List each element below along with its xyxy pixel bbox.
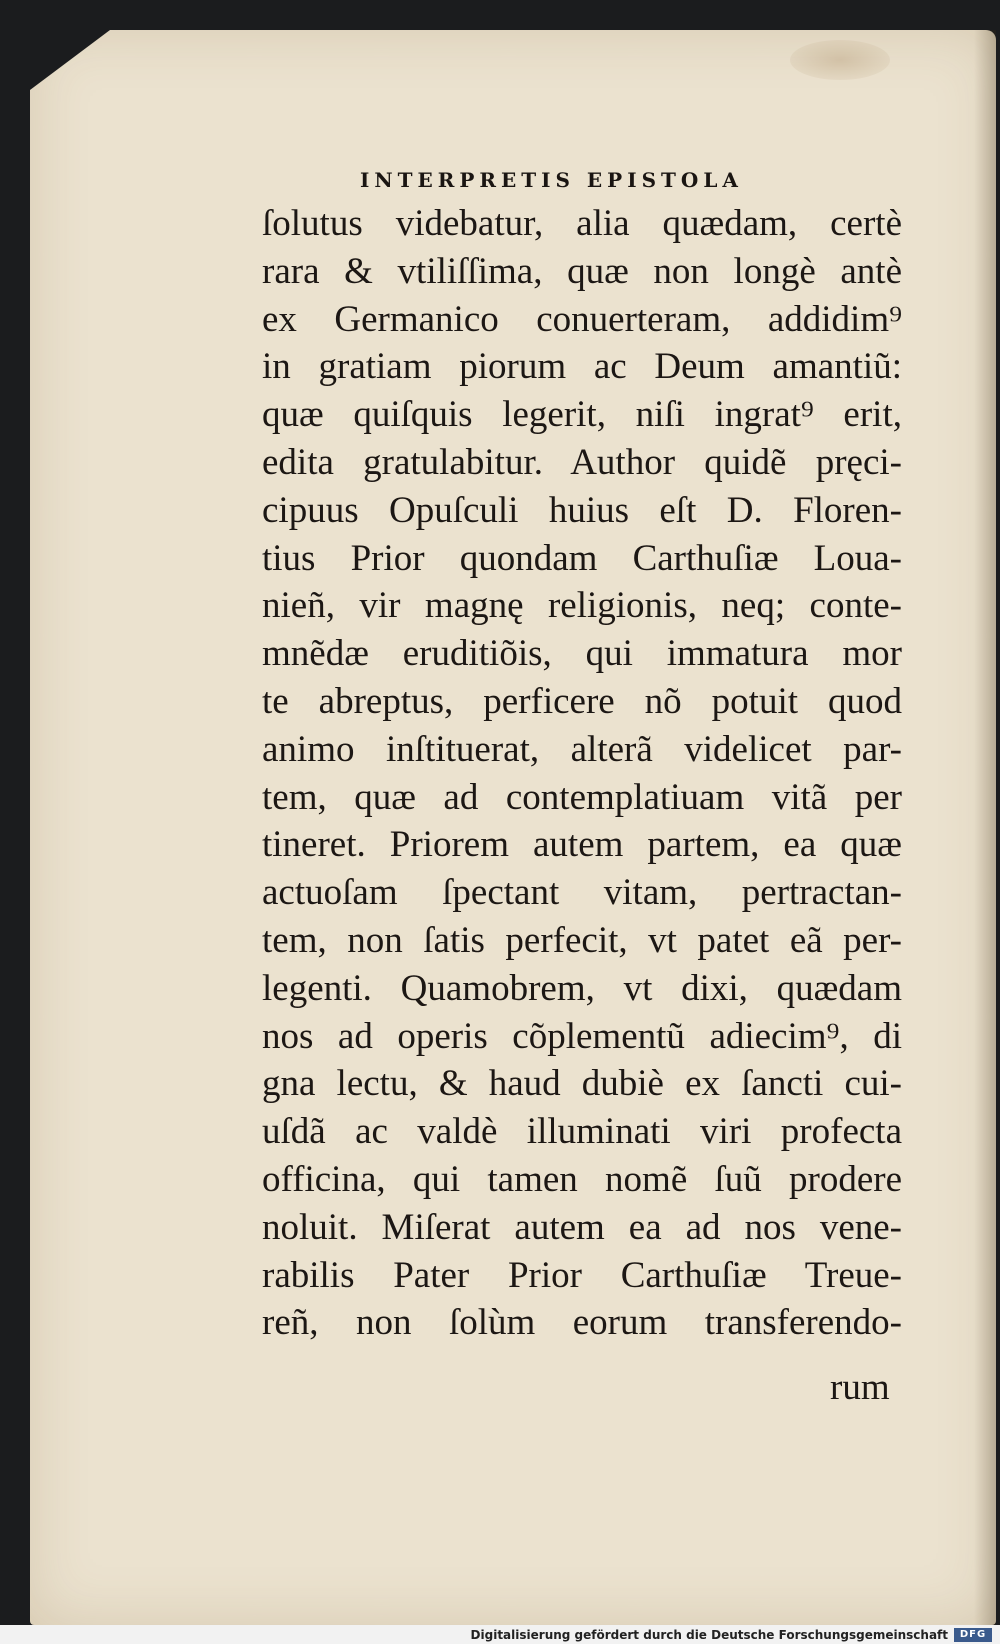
text-line: te abreptus, perficere nõ potuit quod (262, 680, 902, 722)
text-line: gna lectu, & haud dubiè ex ſancti cui- (262, 1063, 902, 1105)
text-line: legenti. Quamobrem, vt dixi, quædam (262, 967, 902, 1009)
text-line: nieñ, vir magnę religionis, neq; conte- (262, 585, 902, 627)
text-line: uſdã ac valdè illuminati viri profecta (262, 1111, 902, 1153)
text-line: reñ, non ſolùm eorum transferendo- (262, 1302, 902, 1344)
text-line: quæ quiſquis legerit, niſi ingrat⁹ erit, (262, 394, 902, 436)
running-head: INTERPRETIS EPISTOLA (360, 168, 743, 192)
text-line: tem, non ſatis perfecit, vt patet eã per- (262, 919, 902, 961)
text-line: ſolutus videbatur, alia quædam, certè (262, 203, 902, 244)
text-line: edita gratulabitur. Author quidẽ pręci- (262, 441, 902, 483)
body-text (262, 200, 902, 1347)
text-line: tius Prior quondam Carthuſiæ Loua- (262, 537, 902, 579)
dfg-logo: DFG (954, 1628, 992, 1642)
text-line: actuoſam ſpectant vitam, pertractan- (262, 872, 902, 914)
text-line: animo inſtituerat, alterã videlicet par- (262, 728, 902, 770)
text-line: nos ad operis cõplementũ adiecim⁹, di (262, 1015, 902, 1057)
footer-band (0, 1625, 1000, 1644)
text-line: in gratiam piorum ac Deum amantiũ: (262, 346, 902, 388)
text-line: tem, quæ ad contemplatiuam vitã per (262, 776, 902, 818)
paper-stain (790, 40, 890, 80)
text-line: tineret. Priorem autem partem, ea quæ (262, 824, 902, 866)
funding-credit: Digitalisierung gefördert durch die Deutsche Forschungsgemeinschaft (470, 1628, 948, 1642)
text-line: noluit. Miſerat autem ea ad nos vene- (262, 1206, 902, 1248)
text-line: rabilis Pater Prior Carthuſiæ Treue- (262, 1254, 902, 1296)
catchword: rum (830, 1367, 890, 1408)
text-line: ex Germanico conuerteram, addidim⁹ (262, 298, 902, 340)
text-line: officina, qui tamen nomẽ ſuũ prodere (262, 1158, 902, 1200)
text-line: cipuus Opuſculi huius eſt D. Floren- (262, 489, 902, 531)
text-line: rara & vtiliſſima, quæ non longè antè (262, 250, 902, 292)
text-line: mnẽdæ eruditiõis, qui immatura mor (262, 633, 902, 675)
